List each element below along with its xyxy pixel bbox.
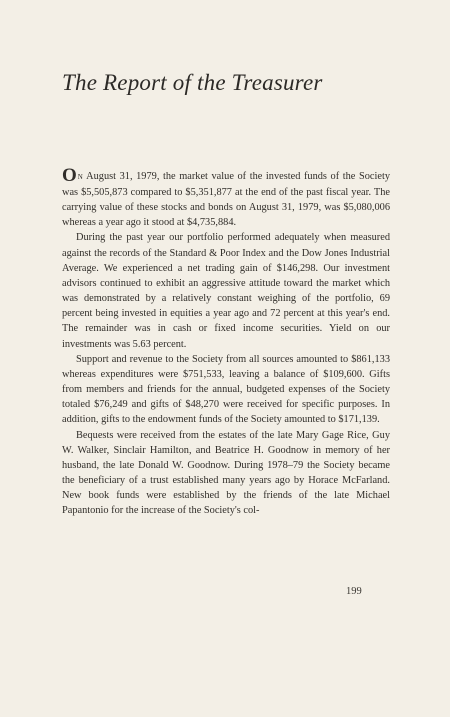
report-body: [62, 166, 390, 518]
page-title: The Report of the Treasurer: [62, 70, 323, 95]
portfolio-paragraph: During the past year our portfolio performed adequately when measured against the records of the Standard & Poor Index and the Dow Jones Industrial Average. We experienced a net trading gain of $146,298. Our investment advisors continued to exhibit an aggressive attitude toward the market which was demonstrated by a relatively constant weighing of the portfolio, 69 percent being invested in equities a year ago and 72 percent at this year's end. The remainder was in cash or fixed income securities. Yield on our investments was 5.63 percent.: [62, 232, 390, 350]
opening-paragraph-text: August 31, 1979, the market value of the invested funds of the Society was $5,505,873 compared to $5,351,877 at the end of the past fiscal year. The carrying value of these stocks and bonds on August 31, 1979, was $5,080,006 whereas a year ago it stood at $4,735,884.: [62, 171, 390, 229]
opening-paragraph: [62, 166, 390, 230]
opening-smallcaps: n: [77, 171, 84, 182]
bequests-paragraph: Bequests were received from the estates of the late Mary Gage Rice, Guy W. Walker, Sinclair Hamilton, and Beatrice H. Goodnow in memory of her husband, the late Donald W. Goodnow. During 1978–79 the Society became the beneficiary of a trust established many years ago by Horace McFarland. New book funds were established by the friends of the late Michael Papantonio for the increase of the Society's col-: [62, 429, 390, 517]
page-number: 199: [346, 586, 362, 597]
revenue-paragraph: Support and revenue to the Society from all sources amounted to $861,133 whereas expenditures were $751,533, leaving a balance of $109,600. Gifts from members and friends for the annual, budgeted expenses of the Society totaled $76,249 and gifts of $48,270 were received for specific purposes. In addition, gifts to the endowment funds of the Society amounted to $171,139.: [62, 353, 390, 426]
drop-cap: O: [62, 165, 77, 186]
